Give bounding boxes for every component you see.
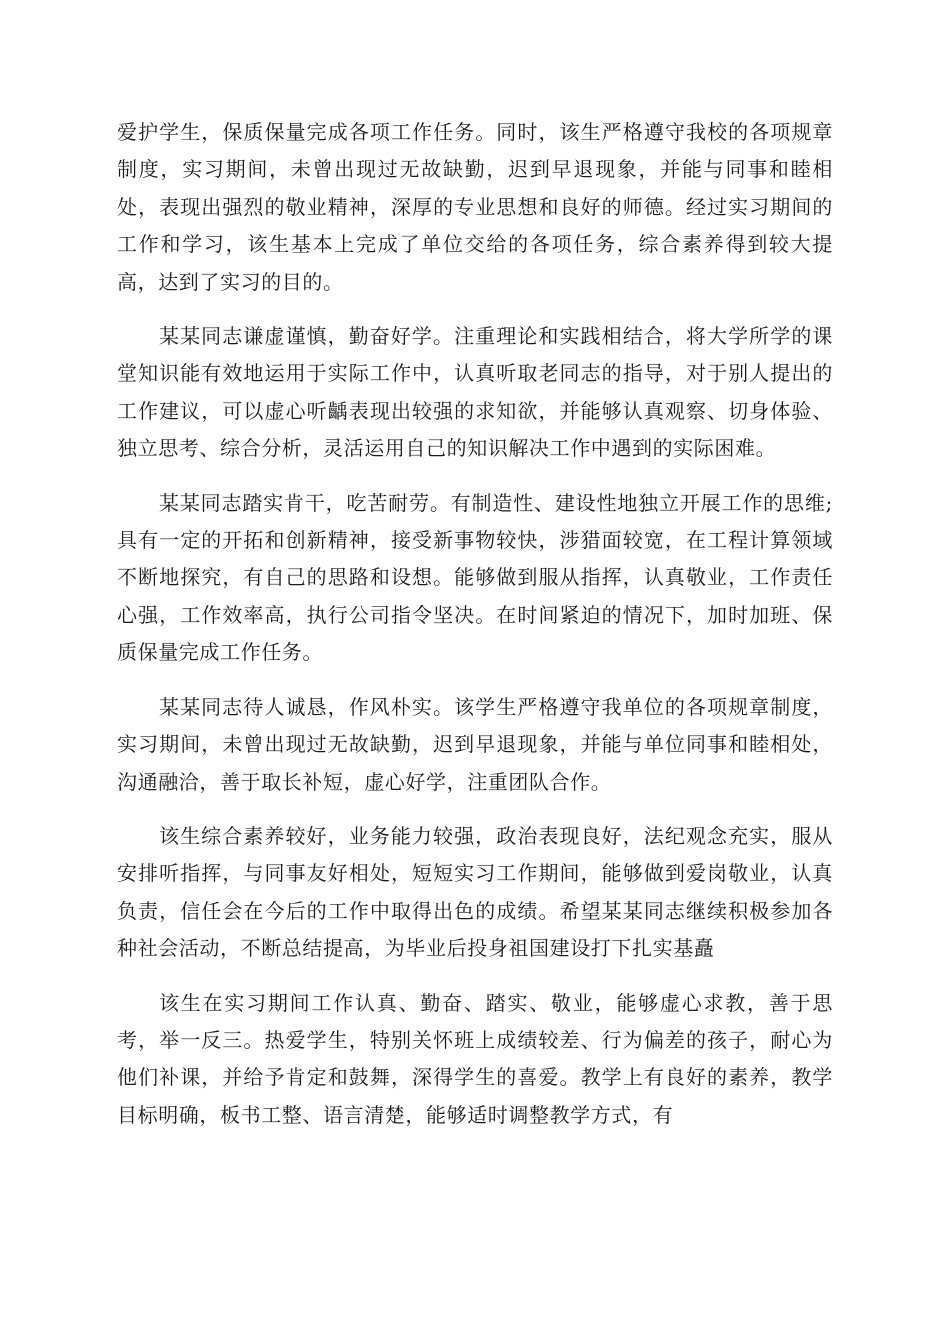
paragraph-4: 某某同志待人诚恳，作风朴实。该学生严格遵守我单位的各项规章制度，实习期间，未曾出现过无故缺勤，迟到早退现象，并能与单位同事和睦相处，沟通融洽，善于取长补短，虚心好学，注重团队合作。 bbox=[117, 694, 833, 794]
paragraph-5: 该生综合素养较好，业务能力较强，政治表现良好，法纪观念充实，服从安排听指挥，与同事友好相处，短短实习工作期间，能够做到爱岗敬业，认真负责，信任会在今后的工作中取得出色的成绩。希望某某同志继续积极参加各种社会活动，不断总结提高，为毕业后投身祖国建设打下扎实基矗 bbox=[117, 823, 833, 961]
document-page bbox=[117, 114, 833, 1151]
paragraph-6: 该生在实习期间工作认真、勤奋、踏实、敬业，能够虚心求教，善于思考，举一反三。热爱学生，特别关怀班上成绩较差、行为偏差的孩子，耐心为他们补课，并给予肯定和鼓舞，深得学生的喜爱。教学上有良好的素养，教学目标明确，板书工整、语言清楚，能够适时调整教学方式，有 bbox=[117, 990, 833, 1127]
paragraph-3: 某某同志踏实肯干，吃苦耐劳。有制造性、建设性地独立开展工作的思维;具有一定的开拓和创新精神，接受新事物较快，涉猎面较宽，在工程计算领域不断地探究，有自己的思路和设想。能够做到服从指挥，认真敬业，工作责任心强，工作效率高，执行公司指令坚决。在时间紧迫的情况下，加时加班、保质保量完成工作任务。 bbox=[117, 490, 833, 665]
paragraph-1: 爱护学生，保质保量完成各项工作任务。同时，该生严格遵守我校的各项规章制度，实习期间，未曾出现过无故缺勤，迟到早退现象，并能与同事和睦相处，表现出强烈的敬业精神，深厚的专业思想和良好的师德。经过实习期间的工作和学习，该生基本上完成了单位交给的各项任务，综合素养得到较大提高，达到了实习的目的。 bbox=[117, 120, 833, 294]
paragraph-2: 某某同志谦虚谨慎，勤奋好学。注重理论和实践相结合，将大学所学的课堂知识能有效地运用于实际工作中，认真听取老同志的指导，对于别人提出的工作建议，可以虚心听齲表现出较强的求知欲，并能够认真观察、切身体验、独立思考、综合分析，灵活运用自己的知识解决工作中遇到的实际困难。 bbox=[117, 324, 833, 461]
